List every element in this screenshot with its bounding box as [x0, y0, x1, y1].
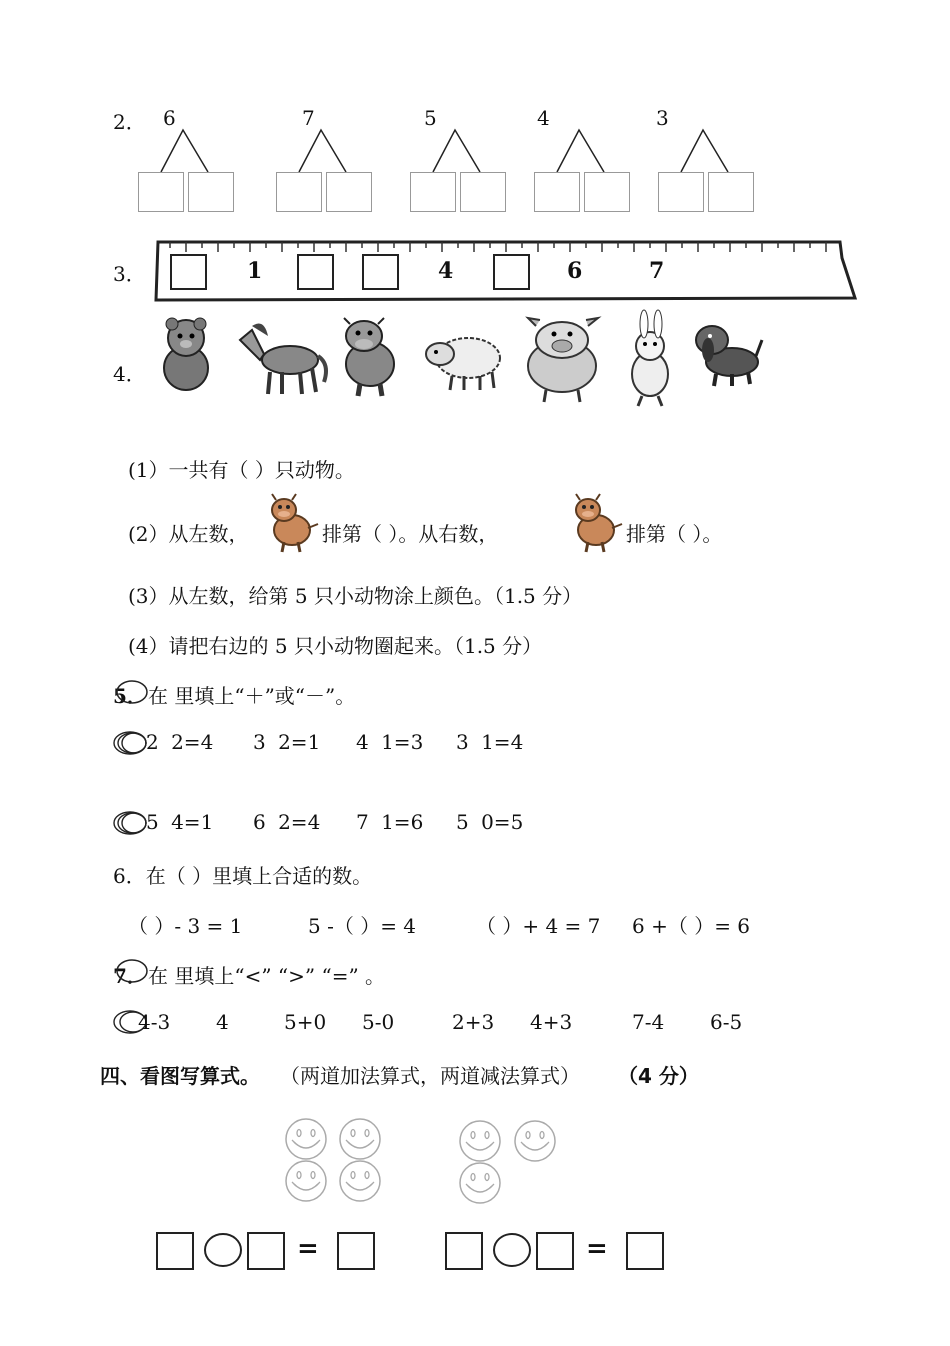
answer-box[interactable]	[658, 172, 704, 212]
smiley-face-icon	[338, 1118, 384, 1162]
q7-item: 5+0	[284, 1010, 327, 1034]
answer-box[interactable]	[138, 172, 184, 212]
q5-equation: 2 2=4	[146, 730, 214, 754]
branch-lines	[276, 128, 376, 174]
ruler-number: 6	[567, 258, 583, 284]
ruler-blank-box[interactable]	[170, 254, 207, 290]
answer-box[interactable]	[584, 172, 630, 212]
branch-lines	[138, 128, 238, 174]
section4-title: 四、看图写算式。	[100, 1064, 260, 1088]
q7-item: 5-0	[362, 1010, 395, 1034]
q7-item: 2+3	[452, 1010, 495, 1034]
q7-title: 在 里填上“<” “>” “=” 。	[148, 964, 386, 988]
q7-item: 7-4	[632, 1010, 665, 1034]
smiley-face-icon	[513, 1120, 559, 1164]
circle-placeholder-icon	[116, 680, 152, 704]
cow-icon	[330, 316, 408, 412]
cow-icon	[566, 492, 624, 554]
q6-item: 5 -（ ）= 4	[308, 914, 417, 938]
q5-equation: 7 1=6	[356, 810, 424, 834]
smiley-face-icon	[458, 1120, 504, 1164]
operator-circle[interactable]	[204, 1232, 244, 1268]
answer-box[interactable]	[460, 172, 506, 212]
ruler-graphic	[150, 236, 715, 308]
ruler-blank-box[interactable]	[493, 254, 530, 290]
q6-item: （ ）+ 4 = 7	[476, 914, 601, 938]
rabbit-icon	[620, 316, 684, 412]
ruler-number: 4	[438, 258, 454, 284]
q7-number: 7．	[113, 964, 147, 988]
answer-box[interactable]	[156, 1232, 194, 1270]
section4-note: （两道加法算式，两道减法算式）	[280, 1064, 580, 1088]
q6-title: 6．在（ ）里填上合适的数。	[113, 864, 373, 888]
bear-icon	[150, 316, 222, 412]
horse-icon	[234, 316, 328, 412]
smiley-face-icon	[338, 1160, 384, 1204]
circle-placeholder-icon	[116, 959, 152, 983]
q4-sub2-part2: 排第（ ）。从右数，	[322, 522, 499, 546]
q2-number: 5	[424, 106, 437, 130]
q7-item: 4-3	[138, 1010, 171, 1034]
branch-lines	[534, 128, 634, 174]
q7-item: 4+3	[530, 1010, 573, 1034]
q5-equation: 5 4=1	[146, 810, 214, 834]
sheep-icon	[418, 316, 504, 412]
q4-sub3: (3）从左数，给第 5 只小动物涂上颜色。（1.5 分）	[128, 584, 583, 608]
q5-equation: 5 0=5	[456, 810, 524, 834]
smiley-face-icon	[458, 1162, 504, 1206]
ruler-number: 7	[649, 258, 665, 284]
q4-sub1: (1）一共有（ ）只动物。	[128, 458, 355, 482]
answer-box[interactable]	[708, 172, 754, 212]
ruler-blank-box[interactable]	[297, 254, 334, 290]
q5-equation: 3 1=4	[456, 730, 524, 754]
q5-title: 在 里填上“＋”或“－”。	[148, 684, 356, 708]
branch-lines	[658, 128, 758, 174]
q5-number: 5．	[113, 684, 147, 708]
answer-box[interactable]	[536, 1232, 574, 1270]
pig-icon	[510, 316, 614, 412]
q2-number: 4	[537, 106, 550, 130]
q3-label: 3．	[113, 262, 146, 286]
answer-box[interactable]	[276, 172, 322, 212]
ruler-blank-box[interactable]	[362, 254, 399, 290]
q5-equation: 6 2=4	[253, 810, 321, 834]
q5-equation: 4 1=3	[356, 730, 424, 754]
section4-score: （4 分）	[618, 1064, 699, 1088]
answer-box[interactable]	[410, 172, 456, 212]
q5-equation: 3 2=1	[253, 730, 321, 754]
answer-box[interactable]	[247, 1232, 285, 1270]
answer-box[interactable]	[534, 172, 580, 212]
q2-number: 7	[302, 106, 315, 130]
answer-box[interactable]	[326, 172, 372, 212]
branch-lines	[410, 128, 510, 174]
q7-item: 6-5	[710, 1010, 743, 1034]
smiley-face-icon	[284, 1160, 330, 1204]
cow-icon	[262, 492, 320, 554]
q6-item: （ ）- 3 = 1	[128, 914, 243, 938]
q6-item: 6 +（ ）= 6	[632, 914, 751, 938]
answer-box[interactable]	[626, 1232, 664, 1270]
answer-box[interactable]	[445, 1232, 483, 1270]
ruler-number: 1	[247, 258, 263, 284]
q7-item: 4	[216, 1010, 229, 1034]
q2-number: 6	[163, 106, 176, 130]
equals-sign: =	[297, 1234, 319, 1264]
answer-box[interactable]	[188, 172, 234, 212]
q4-sub4: (4）请把右边的 5 只小动物圈起来。（1.5 分）	[128, 634, 543, 658]
q2-number: 3	[656, 106, 669, 130]
smiley-face-icon	[284, 1118, 330, 1162]
q4-label: 4．	[113, 362, 146, 386]
answer-box[interactable]	[337, 1232, 375, 1270]
q2-label: 2．	[113, 110, 146, 134]
dog-icon	[690, 316, 762, 412]
q4-sub2-part3: 排第（ ）。	[626, 522, 723, 546]
equals-sign: =	[586, 1234, 608, 1264]
operator-circle[interactable]	[493, 1232, 533, 1268]
q4-sub2-part1: (2）从左数，	[128, 522, 249, 546]
